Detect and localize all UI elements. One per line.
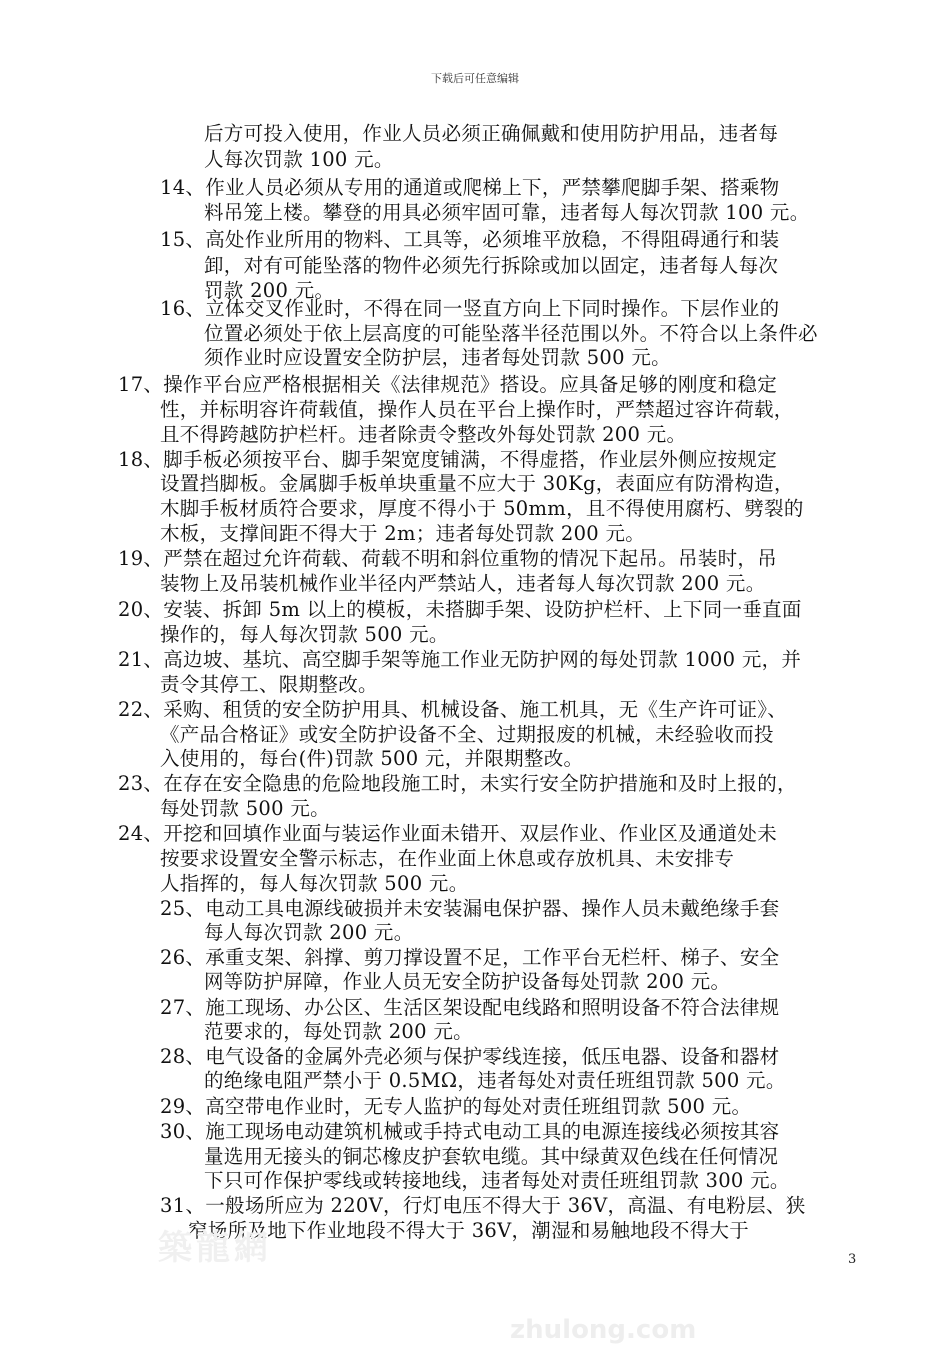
text-line: 25、电动工具电源线破损并未安装漏电保护器、操作人员未戴绝缘手套 xyxy=(160,897,780,920)
text-line: 14、作业人员必须从专用的通道或爬梯上下，严禁攀爬脚手架、搭乘物 xyxy=(160,176,780,199)
text-line: 28、电气设备的金属外壳必须与保护零线连接，低压电器、设备和器材 xyxy=(160,1045,780,1068)
text-line: 网等防护屏障，作业人员无安全防护设备每处罚款 200 元。 xyxy=(204,970,731,993)
text-line: 每处罚款 500 元。 xyxy=(160,797,330,820)
text-line: 木脚手板材质符合要求，厚度不得小于 50mm，且不得使用腐朽、劈裂的 xyxy=(160,497,804,520)
text-line: 且不得跨越防护栏杆。违者除责令整改外每处罚款 200 元。 xyxy=(160,423,687,446)
text-line: 人指挥的，每人每次罚款 500 元。 xyxy=(160,872,469,895)
text-line: 性，并标明容许荷载值，操作人员在平台上操作时，严禁超过容许荷载， xyxy=(160,398,794,421)
text-line: 下只可作保护零线或转接地线，违者每处对责任班组罚款 300 元。 xyxy=(204,1169,790,1192)
text-line: 17、操作平台应严格根据相关《法律规范》搭设。应具备足够的刚度和稳定 xyxy=(118,373,778,396)
page-header: 下载后可任意编辑 xyxy=(431,72,519,85)
text-line: 量选用无接头的铜芯橡皮护套软电缆。其中绿黄双色线在任何情况 xyxy=(204,1145,779,1168)
text-line: 30、施工现场电动建筑机械或手持式电动工具的电源连接线必须按其容 xyxy=(160,1120,780,1143)
text-line: 16、立体交叉作业时，不得在同一竖直方向上下同时操作。下层作业的 xyxy=(160,297,780,320)
text-line: 24、开挖和回填作业面与装运作业面未错开、双层作业、作业区及通道处未 xyxy=(118,822,778,845)
text-line: 18、脚手板必须按平台、脚手架宽度铺满，不得虚搭，作业层外侧应按规定 xyxy=(118,448,778,471)
text-line: 木板，支撑间距不得大于 2m；违者每处罚款 200 元。 xyxy=(160,522,646,545)
text-line: 设置挡脚板。金属脚手板单块重量不应大于 30Kg，表面应有防滑构造， xyxy=(160,472,794,495)
text-line: 《产品合格证》或安全防护设备不全、过期报废的机械，未经验收而投 xyxy=(160,723,774,746)
text-line: 后方可投入使用，作业人员必须正确佩戴和使用防护用品，违者每 xyxy=(204,122,779,145)
text-line: 19、严禁在超过允许荷载、荷载不明和斜位重物的情况下起吊。吊装时，吊 xyxy=(118,547,778,570)
text-line: 罚款 200 元。 xyxy=(204,279,335,302)
text-line: 入使用的，每台(件)罚款 500 元，并限期整改。 xyxy=(160,747,584,770)
watermark-site: zhulong.com xyxy=(510,1315,697,1345)
text-line: 操作的，每人每次罚款 500 元。 xyxy=(160,623,449,646)
text-line: 人每次罚款 100 元。 xyxy=(204,148,394,171)
text-line: 窄场所及地下作业地段不得大于 36V，潮湿和易触地段不得大于 xyxy=(188,1219,750,1242)
text-line: 须作业时应设置安全防护层，违者每处罚款 500 元。 xyxy=(204,346,671,369)
text-line: 每人每次罚款 200 元。 xyxy=(204,921,414,944)
text-line: 料吊笼上楼。攀登的用具必须牢固可靠，违者每人每次罚款 100 元。 xyxy=(204,201,810,224)
text-line: 26、承重支架、斜撑、剪刀撑设置不足，工作平台无栏杆、梯子、安全 xyxy=(160,946,780,969)
text-line: 21、高边坡、基坑、高空脚手架等施工作业无防护网的每处罚款 1000 元，并 xyxy=(118,648,802,671)
text-line: 31、一般场所应为 220V，行灯电压不得大于 36V，高温、有电粉层、狭 xyxy=(160,1194,806,1217)
text-line: 装物上及吊装机械作业半径内严禁站人，违者每人每次罚款 200 元。 xyxy=(160,572,766,595)
text-line: 范要求的，每处罚款 200 元。 xyxy=(204,1020,473,1043)
text-line: 22、采购、租赁的安全防护用具、机械设备、施工机具，无《生产许可证》、 xyxy=(118,698,788,721)
text-line: 按要求设置安全警示标志，在作业面上休息或存放机具、未安排专 xyxy=(160,847,735,870)
text-line: 23、在存在安全隐患的危险地段施工时，未实行安全防护措施和及时上报的， xyxy=(118,772,797,795)
text-line: 29、高空带电作业时，无专人监护的每处对责任班组罚款 500 元。 xyxy=(160,1095,752,1118)
text-line: 位置必须处于依上层高度的可能坠落半径范围以外。不符合以上条件必 xyxy=(204,322,818,345)
text-line: 15、高处作业所用的物料、工具等，必须堆平放稳，不得阻碍通行和装 xyxy=(160,228,780,251)
text-line: 20、安装、拆卸 5m 以上的模板，未搭脚手架、设防护栏杆、上下同一垂直面 xyxy=(118,598,802,621)
watermark-logo: 築龍網 xyxy=(158,1228,272,1268)
text-line: 27、施工现场、办公区、生活区架设配电线路和照明设备不符合法律规 xyxy=(160,996,780,1019)
text-line: 责令其停工、限期整改。 xyxy=(160,673,378,696)
text-line: 的绝缘电阻严禁小于 0.5MΩ，违者每处对责任班组罚款 500 元。 xyxy=(204,1069,786,1092)
page-number: 3 xyxy=(848,1252,857,1267)
text-line: 卸，对有可能坠落的物件必须先行拆除或加以固定，违者每人每次 xyxy=(204,254,779,277)
